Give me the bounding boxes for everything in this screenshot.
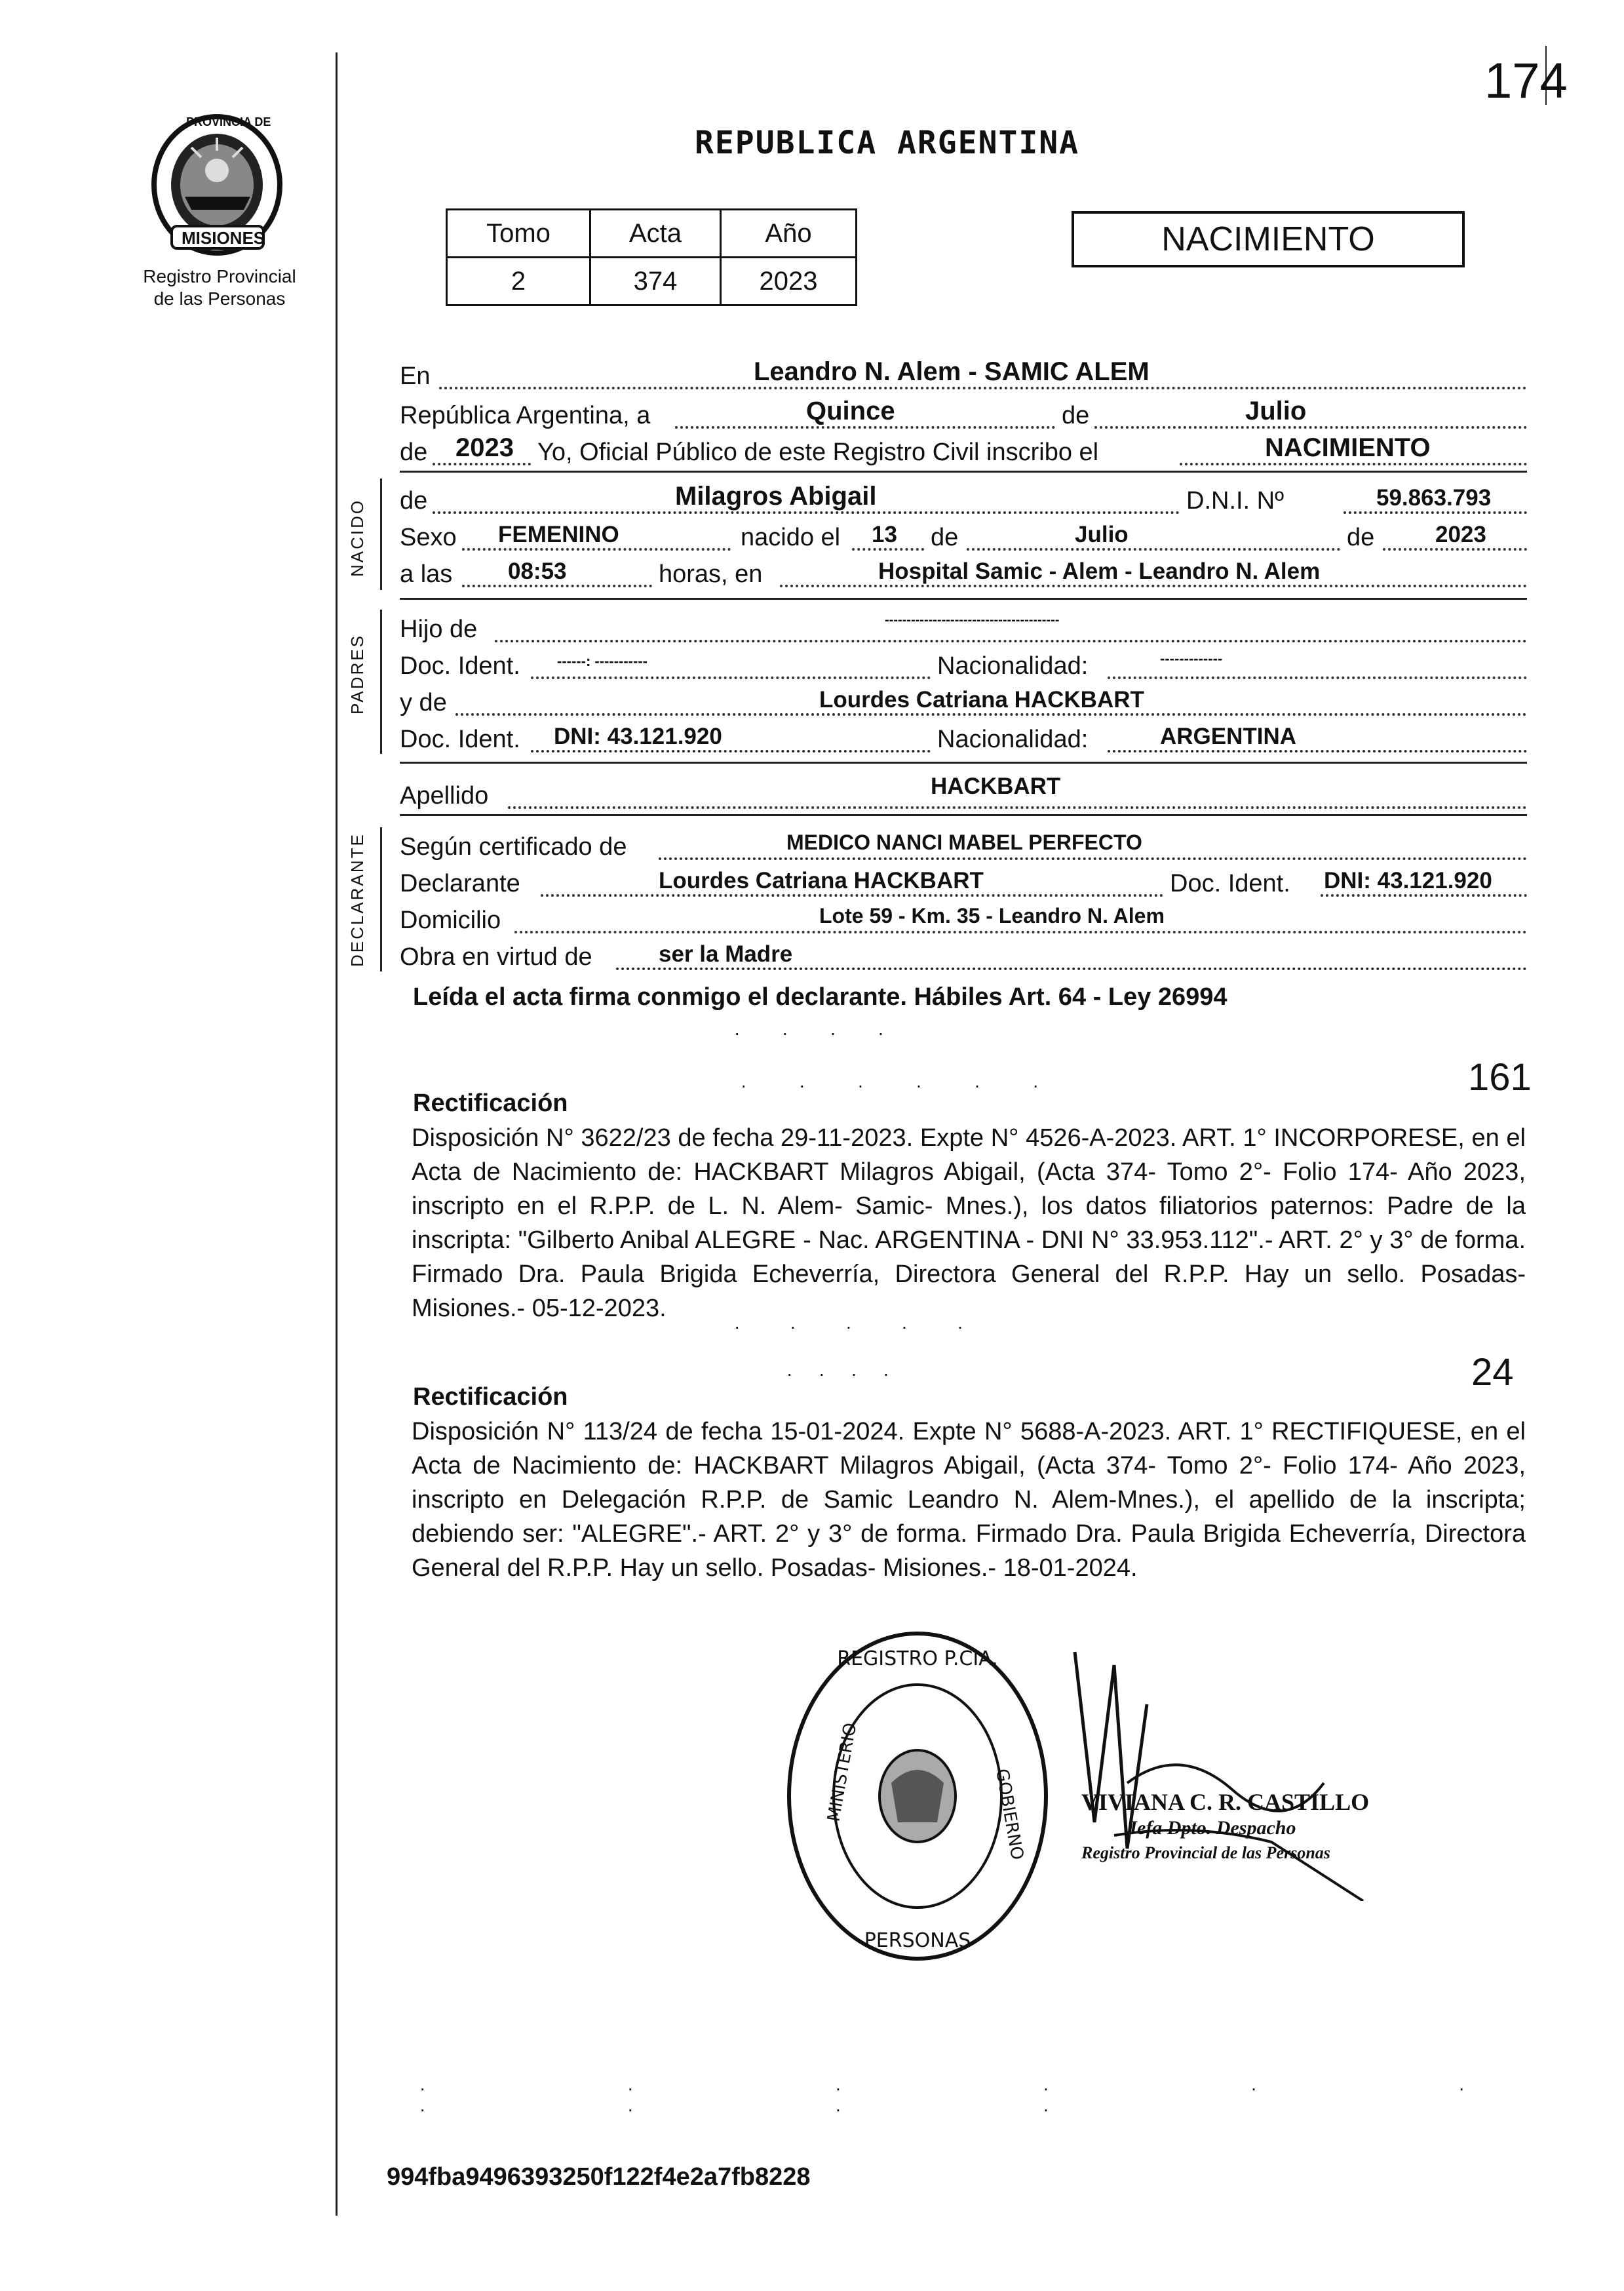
de-label: de — [1062, 402, 1090, 429]
logo-caption — [115, 265, 324, 310]
rectificacion-2-title: Rectificación — [413, 1383, 568, 1411]
row-mother — [400, 680, 1527, 720]
row-domicilio — [400, 898, 1527, 937]
signature-role: Jefa Dpto. Despacho — [1127, 1817, 1296, 1839]
row-place — [400, 354, 1527, 393]
logo-caption-line2: de las Personas — [153, 288, 286, 309]
padres-bracket — [380, 610, 382, 754]
apellido-value: HACKBART — [931, 773, 1061, 799]
tomo-header: Tomo — [447, 210, 590, 258]
horas-label: horas, en — [659, 560, 763, 588]
speck-marks: · · · · — [734, 1023, 902, 1043]
signature-name: VIVIANA C. R. CASTILLO — [1081, 1789, 1370, 1815]
rectificacion-2-text: Disposición N° 113/24 de fecha 15-01-2024. Expte N° 5688-A-2023. ART. 1° RECTIFIQUESE, en el Acta de Nacimiento de: HACKBART Milagros Abigail, (Acta 374- Tomo 2°- Folio 174- Año 2023, inscripto en Delegación R.P.P. de Samic Leandro N. Alem-Mnes.), el apellido de la inscripta; debiendo ser: "ALEGRE".- ART. 2° y 3° de forma. Firmado Dra. Paula Brigida Echeverría, Directora General del R.P.P. Hay un sello. Posadas- Misiones.- 18-01-2024. — [412, 1418, 1526, 1582]
svg-text:PERSONAS: PERSONAS — [864, 1929, 971, 1952]
hijo-label: Hijo de — [400, 616, 478, 643]
row-time-place — [400, 552, 1527, 591]
nacido-el-label: nacido el — [741, 524, 841, 551]
record-type-box: NACIMIENTO — [1072, 211, 1465, 267]
row-obra — [400, 935, 1527, 974]
doc-label-2: Doc. Ident. — [400, 726, 520, 753]
rectificacion-2-number: 24 — [1471, 1351, 1514, 1394]
tomo-value: 2 — [447, 258, 590, 305]
logo-ring-bottom-text: MISIONES — [182, 228, 265, 248]
document-hash: 994fba9496393250f122f4e2a7fb8228 — [387, 2163, 811, 2191]
page-number: 174 — [1484, 53, 1568, 109]
domicilio-label: Domicilio — [400, 907, 501, 934]
nacionalidad-label: Nacionalidad: — [937, 652, 1089, 680]
nacido-bracket — [380, 479, 382, 590]
de-label: de — [400, 487, 428, 515]
time-value: 08:53 — [508, 558, 567, 584]
nacionalidad-label-2: Nacionalidad: — [937, 726, 1089, 753]
alas-label: a las — [400, 560, 453, 588]
mother-doc-value: DNI: 43.121.920 — [554, 724, 722, 749]
divider — [400, 814, 1527, 816]
dni-value: 59.863.793 — [1376, 485, 1492, 511]
day-text-value: Quince — [806, 397, 895, 425]
official-round-stamp-icon — [780, 1626, 1055, 1967]
sexo-label: Sexo — [400, 524, 457, 551]
padres-label: PADRES — [347, 634, 367, 715]
republica-label: República Argentina, a — [400, 402, 651, 429]
domicilio-value: Lote 59 - Km. 35 - Leandro N. Alem — [819, 904, 1165, 928]
birth-year-value: 2023 — [1435, 522, 1486, 547]
doc-label-3: Doc. Ident. — [1170, 870, 1290, 897]
de2-label: de — [400, 439, 428, 466]
father-name-value: ---------------------------------------- — [885, 613, 1060, 627]
country-title: REPUBLICA ARGENTINA — [695, 125, 1080, 161]
birth-place-value: Hospital Samic - Alem - Leandro N. Alem — [878, 558, 1321, 584]
dni-label: D.N.I. Nº — [1186, 487, 1284, 515]
logo-caption-line1: Registro Provincial — [143, 266, 296, 286]
logo-ring-top-text: PROVINCIA DE — [186, 115, 271, 128]
yde-label: y de — [400, 689, 447, 716]
officer-text: Yo, Oficial Público de este Registro Civil inscribo el — [537, 439, 1099, 466]
cert-label: Según certificado de — [400, 833, 627, 861]
birth-month-value: Julio — [1075, 522, 1129, 547]
acta-value: 374 — [590, 258, 721, 305]
rectificacion-1-number: 161 — [1468, 1056, 1532, 1099]
declarante-name-value: Lourdes Catriana HACKBART — [659, 868, 984, 893]
svg-text:GOBIERNO: GOBIERNO — [992, 1767, 1028, 1862]
svg-text:REGISTRO P.CIA.: REGISTRO P.CIA. — [837, 1647, 998, 1670]
rectificacion-1-text: Disposición N° 3622/23 de fecha 29-11-2023. Expte N° 4526-A-2023. ART. 1° INCORPORESE, en el Acta de Nacimiento de: HACKBART Milagros Abigail, (Acta 374- Tomo 2°- Folio 174- Año 2023, inscripto en el R.P.P. de L. N. Alem- Samic- Mnes.), los datos filiatorios paternos: Padre de la inscripta: "Gilberto Anibal ALEGRE - Nac. ARGENTINA - DNI N° 33.953.112".- ART. 2° y 3° de forma. Firmado Dra. Paula Brigida Echeverría, Directora General del R.P.P. Hay un sello. Posadas- Misiones.- 05-12-2023. — [412, 1124, 1526, 1322]
mother-nat-value: ARGENTINA — [1160, 724, 1297, 749]
svg-text:MINISTERIO: MINISTERIO — [824, 1721, 861, 1824]
sexo-value: FEMENINO — [498, 522, 619, 547]
provincia-de-misiones-seal-icon — [145, 111, 288, 262]
signature-org: Registro Provincial de las Personas — [1081, 1843, 1330, 1862]
declarante-doc-value: DNI: 43.121.920 — [1324, 868, 1492, 893]
apellido-label: Apellido — [400, 782, 489, 810]
left-margin-line — [336, 52, 338, 2216]
nacido-label: NACIDO — [347, 498, 367, 577]
obra-label: Obra en virtud de — [400, 943, 592, 971]
row-declarante — [400, 861, 1527, 901]
month-value: Julio — [1245, 397, 1307, 425]
acta-header: Acta — [590, 210, 721, 258]
closing-line: Leída el acta firma conmigo el declarante. Hábiles Art. 64 - Ley 26994 — [413, 983, 1228, 1011]
declarante-name-label: Declarante — [400, 870, 520, 897]
de-label-3: de — [1347, 524, 1375, 551]
row-mother-doc — [400, 717, 1527, 756]
row-date-text — [400, 393, 1527, 433]
en-label: En — [400, 362, 431, 390]
declarante-bracket — [380, 827, 382, 971]
row-name — [400, 479, 1527, 518]
anio-value: 2023 — [721, 258, 857, 305]
row-certificado — [400, 825, 1527, 864]
record-table — [446, 208, 857, 306]
birth-day-value: 13 — [872, 522, 897, 547]
place-value: Leandro N. Alem - SAMIC ALEM — [754, 357, 1150, 386]
year-value: 2023 — [455, 433, 514, 462]
father-doc-value: ------: ----------- — [557, 653, 648, 669]
row-sex — [400, 515, 1527, 555]
mother-name-value: Lourdes Catriana HACKBART — [819, 687, 1144, 713]
de-label-2: de — [931, 524, 959, 551]
obra-value: ser la Madre — [659, 941, 793, 967]
row-officer — [400, 430, 1527, 469]
row-father — [400, 607, 1527, 646]
cert-value: MEDICO NANCI MABEL PERFECTO — [786, 831, 1142, 854]
doc-label: Doc. Ident. — [400, 652, 520, 680]
declarante-label: DECLARANTE — [347, 832, 367, 967]
rectificacion-1-title: Rectificación — [413, 1089, 568, 1117]
anio-header: Año — [721, 210, 857, 258]
row-father-doc — [400, 644, 1527, 683]
speck-marks: · · · · · · — [741, 1075, 1062, 1095]
divider — [400, 598, 1527, 600]
row-apellido — [400, 773, 1527, 813]
divider — [400, 471, 1527, 473]
record-kind-value: NACIMIENTO — [1265, 433, 1431, 462]
speck-marks: · · · · · · · · · · — [419, 2078, 1563, 2119]
divider — [400, 762, 1527, 764]
father-nat-value: ------------- — [1160, 650, 1223, 667]
name-value: Milagros Abigail — [675, 482, 877, 511]
speck-marks: · · · · · — [734, 1316, 986, 1337]
speck-marks: · · · · — [786, 1363, 900, 1384]
